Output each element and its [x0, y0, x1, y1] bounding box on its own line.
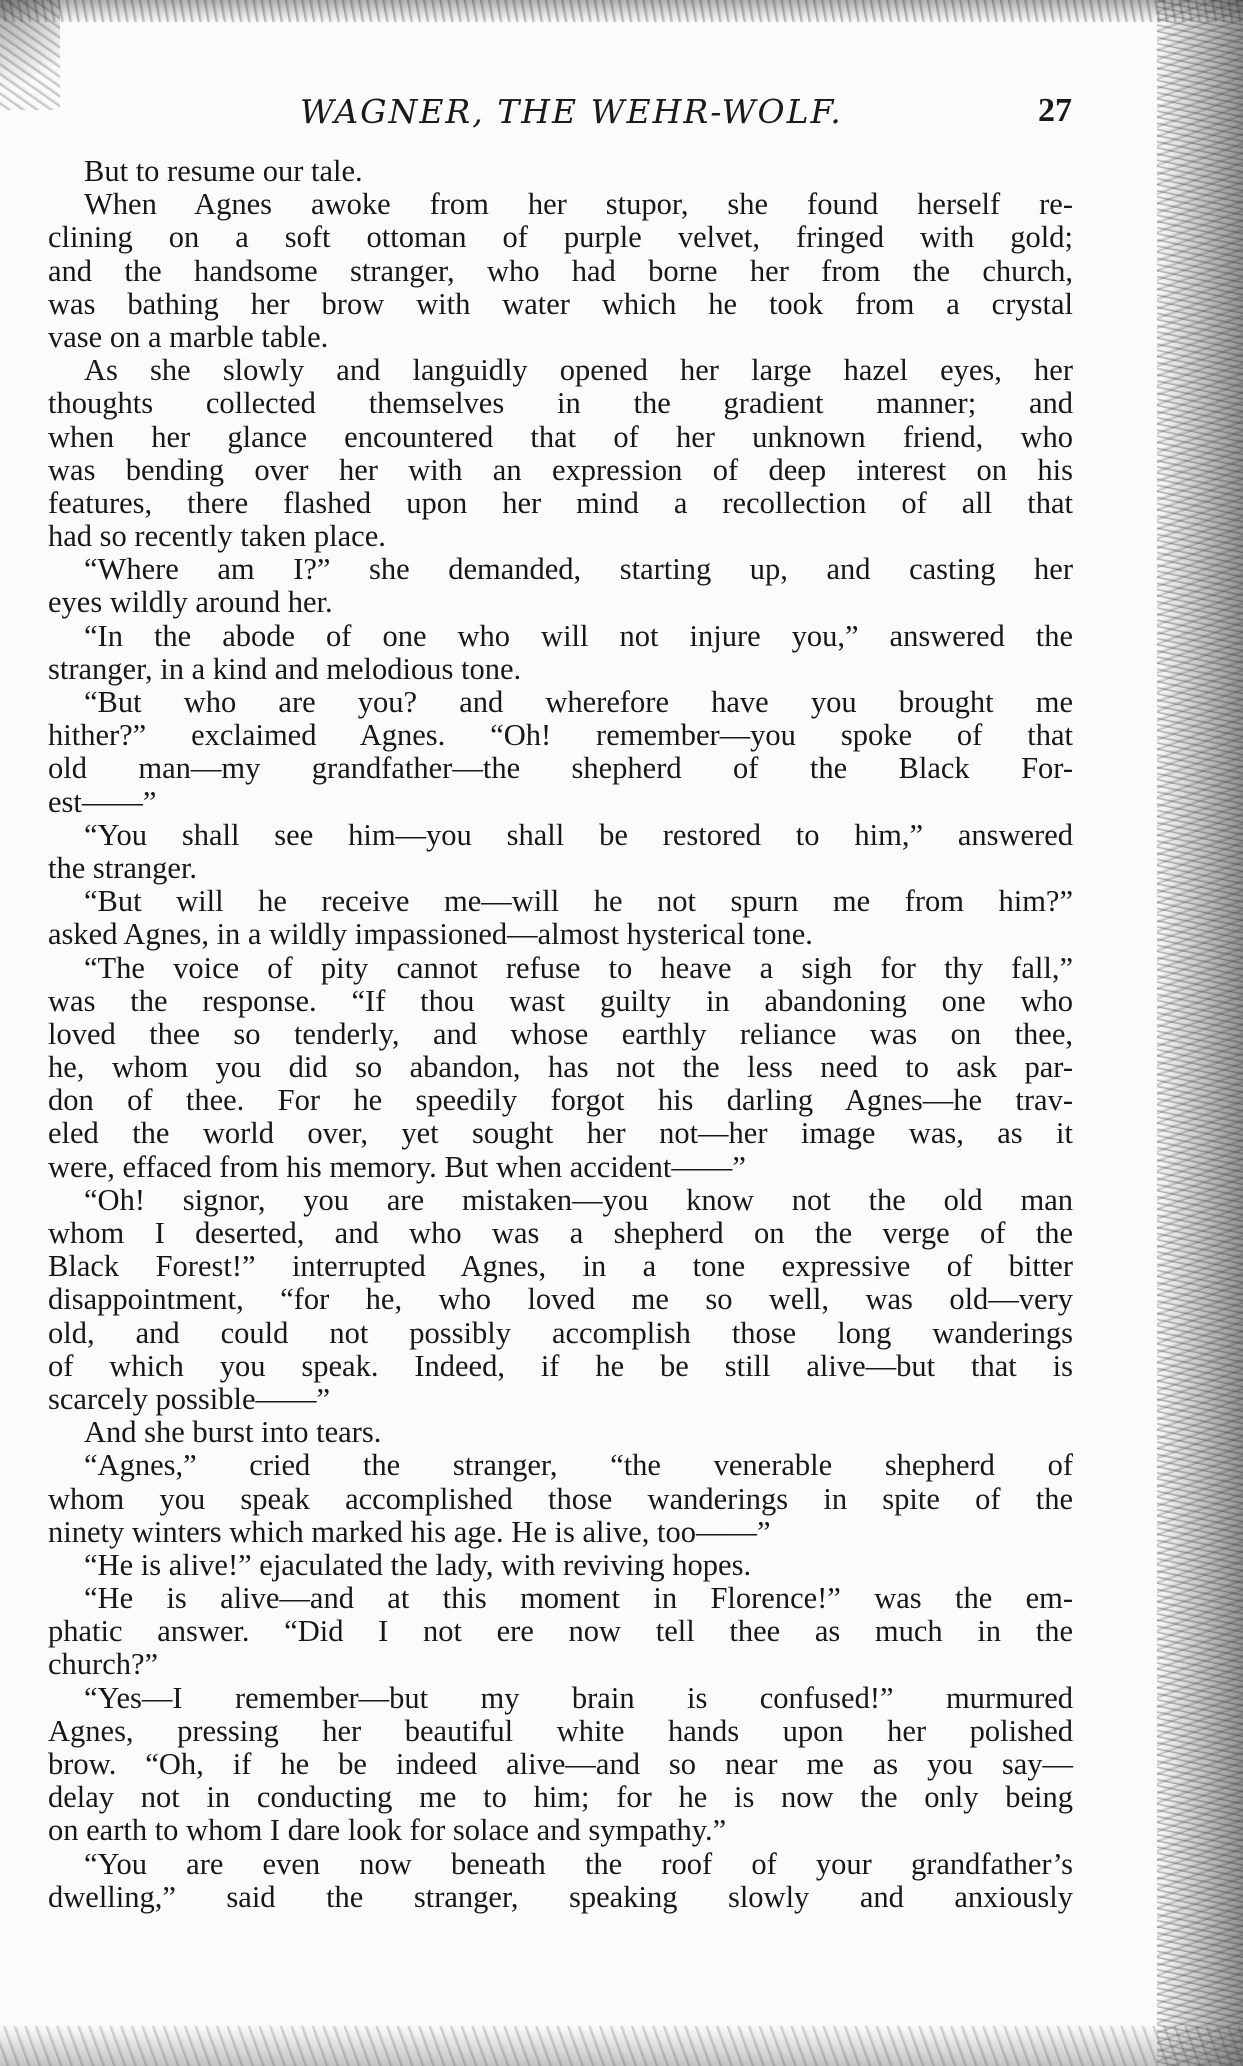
- text-line: loved thee so tenderly, and whose earthly reliance was on thee,: [48, 1016, 1073, 1051]
- worn-right-edge: [1157, 0, 1243, 2066]
- text-line: “You shall see him—you shall be restored to him,” answered: [84, 817, 1073, 852]
- text-line: dwelling,” said the stranger, speaking slowly and anxiously: [48, 1879, 1073, 1914]
- worn-top-edge: [0, 0, 1243, 22]
- text-line: were, effaced from his memory. But when accident——”: [48, 1149, 746, 1184]
- text-line: old, and could not possibly accomplish those long wanderings: [48, 1315, 1073, 1350]
- text-line: But to resume our tale.: [84, 154, 363, 188]
- text-line: scarcely possible——”: [48, 1381, 331, 1416]
- text-line: As she slowly and languidly opened her large hazel eyes, her: [84, 353, 1073, 388]
- text-line: “He is alive!” ejaculated the lady, with reviving hopes.: [84, 1547, 752, 1582]
- text-line: don of thee. For he speedily forgot his darling Agnes—he trav-: [48, 1083, 1073, 1118]
- text-line: on earth to whom I dare look for solace and sympathy.”: [48, 1813, 727, 1848]
- text-line: and the handsome stranger, who had borne her from the church,: [48, 253, 1073, 288]
- text-line: of which you speak. Indeed, if he be still alive—but that is: [48, 1348, 1073, 1383]
- text-line: was the response. “If thou wast guilty in abandoning one who: [48, 983, 1073, 1018]
- text-line: whom you speak accomplished those wanderings in spite of the: [48, 1481, 1073, 1516]
- text-line: stranger, in a kind and melodious tone.: [48, 651, 522, 686]
- text-line: disappointment, “for he, who loved me so well, was old—very: [48, 1282, 1073, 1317]
- text-line: church?”: [48, 1647, 159, 1682]
- text-line: was bathing her brow with water which he took from a crystal: [48, 286, 1073, 321]
- text-line: brow. “Oh, if he be indeed alive—and so near me as you say—: [48, 1747, 1073, 1781]
- text-line: hither?” exclaimed Agnes. “Oh! remember—you spoke of that: [48, 718, 1073, 753]
- text-line: he, whom you did so abandon, has not the less need to ask par-: [48, 1050, 1073, 1085]
- text-line: when her glance encountered that of her unknown friend, who: [48, 419, 1073, 454]
- worn-bottom-edge: [0, 2026, 1243, 2066]
- text-line: When Agnes awoke from her stupor, she found herself re-: [84, 187, 1073, 222]
- text-line: est——”: [48, 784, 157, 819]
- text-line: vase on a marble table.: [48, 319, 329, 354]
- text-line: clining on a soft ottoman of purple velvet, fringed with gold;: [48, 220, 1073, 255]
- text-line: “Agnes,” cried the stranger, “the venerable shepherd of: [84, 1448, 1073, 1483]
- text-line: had so recently taken place.: [48, 519, 386, 554]
- text-line: the stranger.: [48, 850, 198, 885]
- text-line: “But will he receive me—will he not spurn me from him?”: [84, 884, 1073, 919]
- text-line: “You are even now beneath the roof of your grandfather’s: [84, 1846, 1073, 1881]
- text-line: eled the world over, yet sought her not—her image was, as it: [48, 1116, 1073, 1151]
- text-line: “Where am I?” she demanded, starting up, and casting her: [84, 552, 1073, 587]
- text-line: asked Agnes, in a wildly impassioned—almost hysterical tone.: [48, 917, 813, 952]
- text-line: “Yes—I remember—but my brain is confused!” murmured: [84, 1680, 1073, 1715]
- text-line: “In the abode of one who will not injure you,” answered the: [84, 618, 1073, 653]
- text-line: “But who are you? and wherefore have you brought me: [84, 685, 1073, 719]
- page-number: 27: [1038, 92, 1072, 129]
- running-head: WAGNER, THE WEHR-WOLF.: [300, 92, 843, 131]
- text-line: phatic answer. “Did I not ere now tell thee as much in the: [48, 1614, 1073, 1649]
- page-header: [80, 92, 1080, 142]
- text-line: ninety winters which marked his age. He is alive, too——”: [48, 1514, 771, 1549]
- text-line: “He is alive—and at this moment in Florence!” was the em-: [84, 1581, 1073, 1616]
- text-line: “The voice of pity cannot refuse to heave a sigh for thy fall,”: [84, 950, 1073, 985]
- text-line: features, there flashed upon her mind a recollection of all that: [48, 485, 1073, 520]
- text-line: delay not in conducting me to him; for he is now the only being: [48, 1780, 1073, 1815]
- text-line: Agnes, pressing her beautiful white hands upon her polished: [48, 1713, 1073, 1748]
- worn-corner: [0, 0, 60, 110]
- text-line: old man—my grandfather—the shepherd of the Black For-: [48, 751, 1073, 786]
- text-line: And she burst into tears.: [84, 1415, 382, 1450]
- body-text: [48, 155, 1073, 1914]
- text-line: eyes wildly around her.: [48, 585, 333, 620]
- text-line: whom I deserted, and who was a shepherd on the verge of the: [48, 1216, 1073, 1250]
- text-line: Black Forest!” interrupted Agnes, in a tone expressive of bitter: [48, 1249, 1073, 1284]
- text-line: “Oh! signor, you are mistaken—you know not the old man: [84, 1182, 1073, 1217]
- text-line: was bending over her with an expression of deep interest on his: [48, 452, 1073, 487]
- text-line: thoughts collected themselves in the gradient manner; and: [48, 386, 1073, 421]
